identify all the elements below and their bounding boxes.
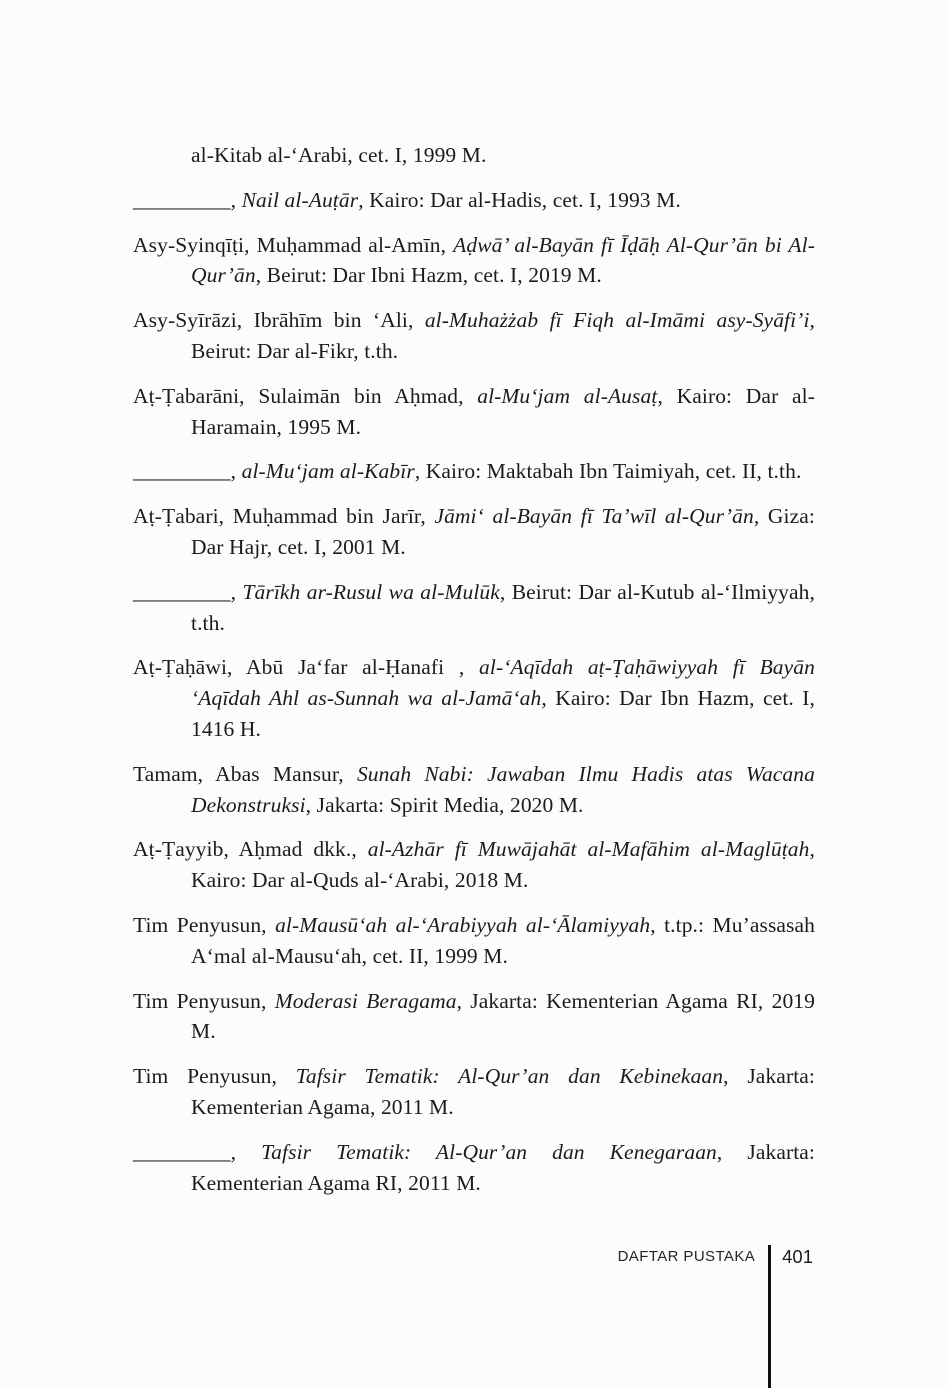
bibliography-entry — [133, 1137, 815, 1199]
entry-text: Tim Penyusun, — [133, 912, 276, 937]
entry-text: _________, — [133, 187, 242, 212]
bibliography-entry — [133, 185, 815, 216]
entry-text: , Jakarta: Kementerian Agama RI, 2011 M. — [191, 1139, 816, 1195]
entry-title: Jāmi‘ al-Bayān fī Ta’wīl al-Qur’ān — [434, 504, 754, 529]
entry-text: , Jakarta: Kementerian Agama RI, 2019 M. — [191, 988, 815, 1044]
footer-vertical-rule — [768, 1245, 771, 1388]
entry-title: al-Muhażżab fī Fiqh al-Imāmi asy-Syāfi’i — [424, 308, 810, 333]
entry-text: Tim Penyusun, — [133, 1064, 296, 1089]
bibliography-entry — [133, 834, 815, 896]
page-number: 401 — [782, 1246, 813, 1267]
bibliography-entry — [133, 305, 815, 367]
bibliography-entry — [133, 986, 815, 1048]
bibliography-entry — [133, 230, 815, 292]
entry-text: Aṭ-Ṭabarāni, Sulaimān bin Aḥmad, — [133, 383, 478, 408]
entry-title: al-Mu‘jam al-Kabīr — [241, 459, 415, 484]
entry-text: , Kairo: Dar al-Hadis, cet. I, 1993 M. — [358, 187, 681, 212]
bibliography-entry — [133, 577, 815, 639]
entry-title: Tafsir Tematik: Al-Qur’an dan Kebinekaan — [295, 1064, 724, 1089]
entry-title: Nail al-Auṭār — [241, 187, 359, 212]
entry-text: _________, — [133, 1139, 262, 1164]
entry-text: , t.tp.: Mu’assasah A‘mal al-Mausu‘ah, cet. II, 1999 M. — [191, 912, 816, 968]
entry-text: al-Kitab al-‘Arabi, cet. I, 1999 M. — [191, 143, 487, 167]
entry-text: , Jakarta: Spirit Media, 2020 M. — [305, 792, 584, 817]
entry-text: Tim Penyusun, — [133, 988, 275, 1013]
footer-section-label: DAFTAR PUSTAKA — [617, 1248, 756, 1265]
entry-text: Aṭ-Ṭabari, Muḥammad bin Jarīr, — [133, 504, 435, 529]
entry-text: , Beirut: Dar al-Kutub al-‘Ilmiyyah, t.th. — [191, 579, 815, 635]
entry-title: al-Azhār fī Muwājahāt al-Mafāhim al-Maglūṭah — [367, 837, 810, 862]
bibliography-entry — [133, 910, 815, 972]
entry-title: Tārīkh ar-Rusul wa al-Mulūk — [242, 579, 500, 604]
entry-title: Moderasi Beragama — [274, 988, 457, 1013]
bibliography-entry — [133, 759, 815, 821]
entry-text: , Jakarta: Kementerian Agama, 2011 M. — [191, 1064, 815, 1119]
entry-title: Tafsir Tematik: Al-Qur’an dan Kenegaraan — [261, 1139, 717, 1164]
entry-title: Sunah Nabi: Jawaban Ilmu Hadis atas Wacana Dekonstruksi — [191, 761, 815, 817]
entry-text: , Kairo: Maktabah Ibn Taimiyah, cet. II, t.th. — [414, 459, 802, 484]
entry-text: , Beirut: Dar al-Fikr, t.th. — [191, 308, 816, 363]
bibliography-entry — [133, 456, 815, 487]
entry-text: Asy-Syinqīṭi, Muḥammad al-Amīn, — [133, 232, 454, 257]
entry-text: , Kairo: Dar Ibn Hazm, cet. I, 1416 H. — [191, 686, 816, 741]
entry-text: Asy-Syīrāzi, Ibrāhīm bin ‘Ali, — [133, 308, 425, 333]
entry-text: , Giza: Dar Hajr, cet. I, 2001 M. — [191, 504, 815, 559]
bibliography-entry — [133, 1061, 815, 1123]
bibliography-list — [133, 140, 815, 1212]
entry-title: Aḍwā’ al-Bayān fī Īḍāḥ Al-Qur’ān bi Al-Qur’ān — [191, 232, 815, 288]
bibliography-entry — [133, 381, 815, 443]
bibliography-entry — [133, 652, 815, 744]
entry-text: _________, — [133, 579, 243, 604]
bibliography-entry — [133, 140, 815, 171]
entry-title: al-‘Aqīdah aṭ-Ṭaḥāwiyyah fī Bayān ‘Aqīdah Ahl as-Sunnah wa al-Jamā‘ah — [191, 655, 815, 711]
entry-title: al-Mausū‘ah al-‘Arabiyyah al-‘Ālamiyyah — [275, 912, 651, 937]
bibliography-entry — [133, 501, 815, 563]
entry-text: Aṭ-Ṭayyib, Aḥmad dkk., — [133, 837, 368, 862]
entry-title: al-Mu‘jam al-Ausaṭ — [477, 383, 658, 408]
entry-text: , Beirut: Dar Ibni Hazm, cet. I, 2019 M. — [255, 263, 602, 288]
entry-text: _________, — [133, 459, 242, 484]
entry-text: Tamam, Abas Mansur, — [133, 761, 357, 786]
entry-text: , Kairo: Dar al-Haramain, 1995 M. — [191, 383, 815, 439]
entry-text: Aṭ-Ṭaḥāwi, Abū Ja‘far al-Ḥanafi , — [133, 655, 480, 680]
page-footer — [618, 1245, 813, 1388]
entry-text: , Kairo: Dar al-Quds al-‘Arabi, 2018 M. — [191, 837, 815, 893]
